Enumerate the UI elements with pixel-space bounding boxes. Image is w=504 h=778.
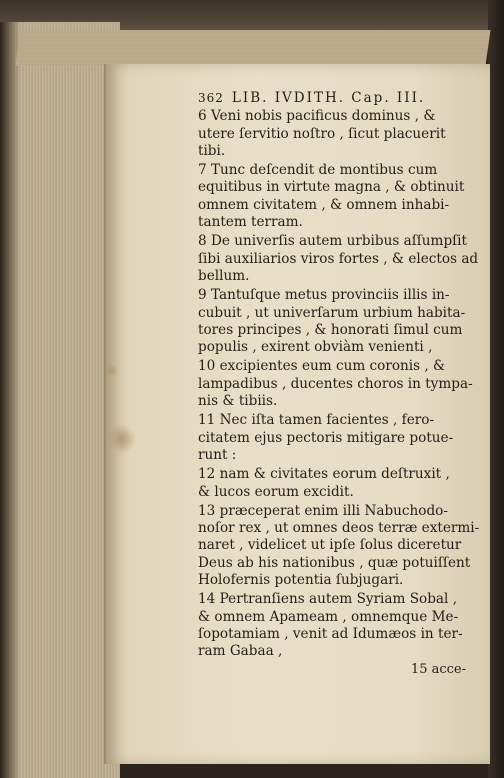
verse-line: 13 præceperat enim illi Nabuchodo-	[198, 502, 448, 519]
verse	[198, 466, 474, 501]
running-head-title: LIB. IVDITH. Cap. III.	[231, 90, 426, 106]
verse-line: 11 Nec iſta tamen facientes , fero-	[198, 412, 435, 429]
book-cover-right	[488, 0, 504, 778]
page-edges-top	[15, 30, 490, 66]
verse-line: bellum.	[198, 267, 250, 284]
verse-line: 7 Tunc deſcendit de montibus cum	[198, 162, 438, 179]
verse-line: 9 Tantuſque metus provinciis illis in-	[198, 287, 450, 304]
verse-line: lampadibus , ducentes choros in tympa-	[198, 375, 473, 392]
verse	[198, 358, 474, 410]
verse-line: tibi.	[198, 142, 226, 159]
paper-stain	[106, 424, 136, 454]
running-header	[198, 90, 474, 107]
verse-line: populis , exirent obviàm venienti ,	[198, 339, 433, 356]
verse-line: ram Gabaa ,	[198, 643, 283, 660]
verse-line: ſopotamiam , venit ad Idumæos in ter-	[198, 625, 463, 642]
verse-line: & omnem Apameam , omnemque Me-	[198, 608, 459, 625]
verse-line: naret , videlicet ut ipſe ſolus diceretur	[198, 537, 462, 554]
verse-line: omnem civitatem , & omnem inhabi-	[198, 196, 450, 213]
verse-line: 8 De univerſis autem urbibus aſſumpſit	[198, 233, 467, 250]
verse-line: Holofernis potentia ſubjugari.	[198, 572, 404, 589]
verse-line: cubuit , ut univerſarum urbium habita-	[198, 304, 466, 321]
verse-line: nis & tibiis.	[198, 393, 278, 410]
paper-stain	[104, 364, 118, 378]
verse-line: tores principes , & honorati ſimul cum	[198, 321, 463, 338]
verse	[198, 287, 474, 356]
catchword: 15 acce-	[410, 662, 466, 677]
verse	[198, 502, 480, 589]
verse-line: noſor rex , ut omnes deos terræ extermi-	[198, 520, 480, 537]
verse-line: tantem terram.	[198, 214, 303, 231]
verse	[198, 108, 474, 160]
verse	[198, 591, 474, 660]
verse-line: 10 excipientes eum cum coronis , &	[198, 358, 446, 375]
verse-line: 6 Veni nobis pacificus dominus , &	[198, 108, 436, 125]
verse	[198, 412, 474, 464]
verse-line: 12 nam & civitates eorum deſtruxit ,	[198, 466, 450, 483]
page-number: 362	[198, 91, 224, 105]
verse-line: ſibi auxiliarios viros fortes , & electos ad	[198, 250, 479, 267]
verse-line: runt :	[198, 446, 237, 463]
verse	[198, 162, 474, 231]
verse-line: citatem ejus pectoris mitigare potue-	[198, 429, 454, 446]
verse-line: & lucos eorum excidit.	[198, 483, 354, 500]
verse-line: 14 Pertranſiens autem Syriam Sobal ,	[198, 591, 458, 608]
page-text	[198, 90, 480, 663]
verse-line: utere ſervitio noſtro , ſicut placuerit	[198, 125, 446, 142]
verse-list	[198, 108, 480, 660]
binding-shadow	[0, 22, 20, 778]
verse-line: equitibus in virtute magna , & obtinuit	[198, 179, 465, 196]
verse-line: Deus ab his nationibus , quæ potuiſſent	[198, 554, 471, 571]
verse	[198, 233, 479, 285]
